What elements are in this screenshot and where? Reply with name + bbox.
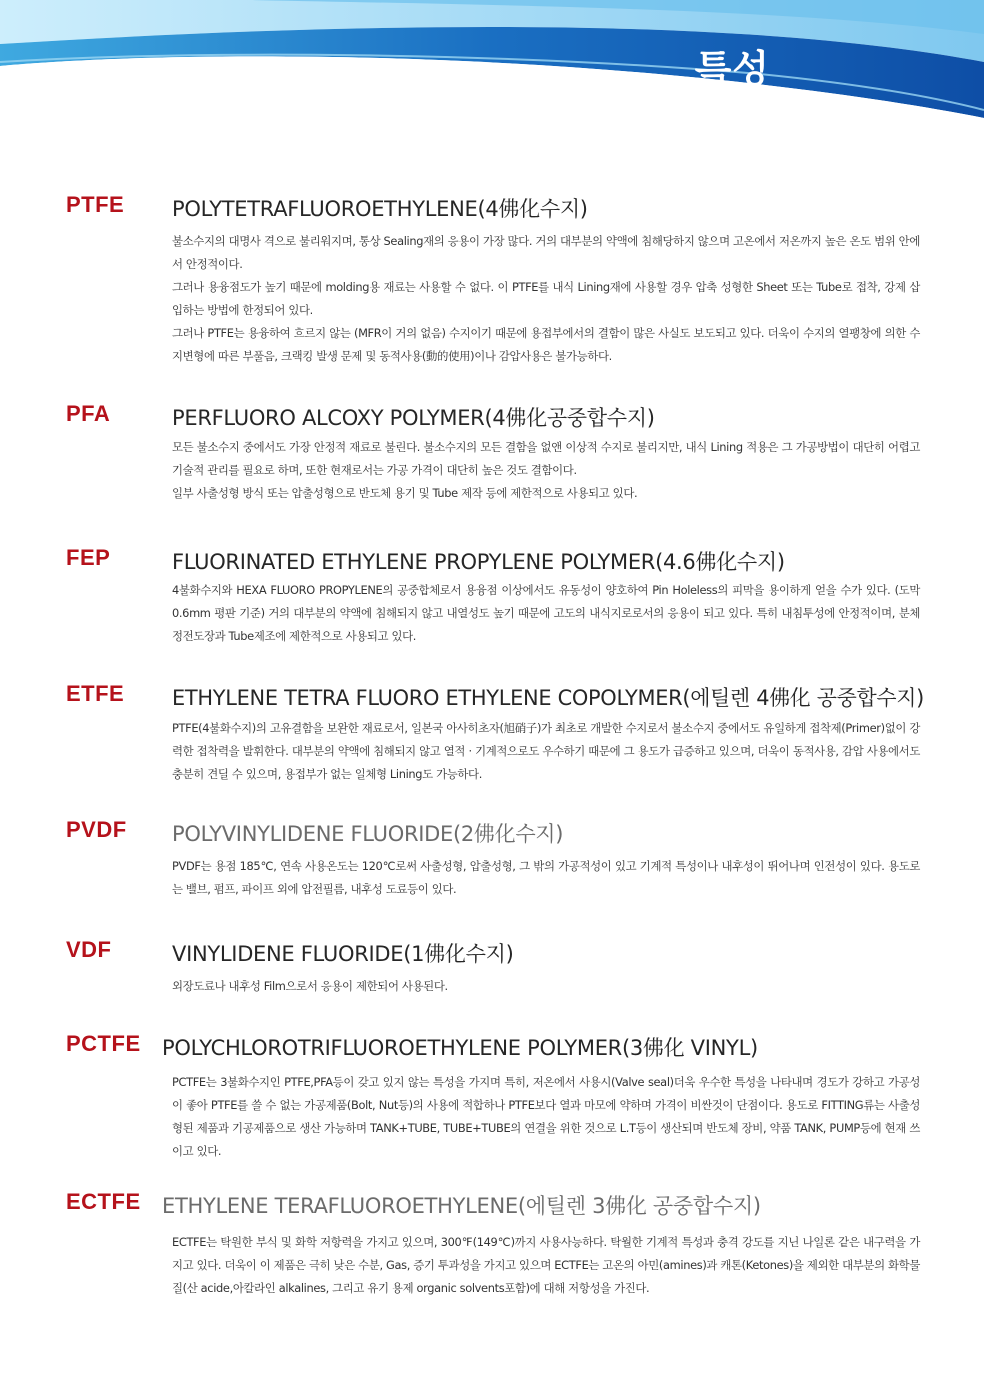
section-full-name: POLYTETRAFLUOROETHYLENE(4佛化수지) — [172, 197, 588, 221]
description-paragraph: 4불화수지와 HEXA FLUORO PROPYLENE의 공중합체로서 용융점 이상에서도 유동성이 양호하여 Pin Holeless의 피막을 용이하게 얻을 수가 있다. (도막 0.6mm 평판 기준) 거의 대부분의 약액에 침해되지 않고 내열성도 높기 때문에 고도의 내식지로로서의 응용이 되고 있다. 특히 내침투성에 안정적이며, 분체정전도장과 Tube제조에 제한적으로 사용되고 있다. — [172, 583, 920, 643]
section-abbreviation: FEP — [66, 545, 111, 570]
page-header-banner — [0, 0, 984, 118]
section-description — [172, 579, 920, 648]
section-abbreviation: PFA — [66, 401, 111, 426]
section-abbreviation: ETFE — [66, 681, 125, 706]
section-description — [172, 1071, 920, 1163]
section-full-name: ETHYLENE TERAFLUOROETHYLENE(에틸렌 3佛化 공중합수지) — [162, 1194, 761, 1218]
description-paragraph: 그러나 PTFE는 용융하여 흐르지 않는 (MFR이 거의 없음) 수지이기 때문에 용접부에서의 결함이 많은 사실도 보도되고 있다. 더욱이 수지의 열팽창에 의한 수지변형에 따른 부풀음, 크랙킹 발생 문제 및 동적사용(動的使用)이나 감압사용은 불가능하다. — [172, 326, 920, 363]
section-abbreviation: VDF — [66, 937, 112, 962]
description-paragraph: 외장도료나 내후성 Film으로서 응용이 제한되어 사용된다. — [172, 979, 448, 993]
section-description — [172, 717, 920, 786]
description-paragraph: 모든 불소수지 중에서도 가장 안정적 재료로 불린다. 불소수지의 모든 결함을 없앤 이상적 수지로 불리지만, 내식 Lining 적용은 그 가공방법이 대단히 어렵고 기술적 관리를 필요로 하며, 또한 현재로서는 가공 가격이 대단히 높은 것도 결함이다. — [172, 440, 920, 477]
section-description — [172, 855, 920, 901]
section-full-name: VINYLIDENE FLUORIDE(1佛化수지) — [172, 942, 514, 966]
section-abbreviation: PVDF — [66, 817, 127, 842]
description-paragraph: PVDF는 용점 185℃, 연속 사용온도는 120℃로써 사출성형, 압출성형, 그 밖의 가공적성이 있고 기계적 특성이나 내후성이 뛰어나며 인전성이 있다. 용도로는 밸브, 펌프, 파이프 외에 압전필름, 내후성 도료등이 있다. — [172, 859, 920, 896]
section-abbreviation: PTFE — [66, 192, 125, 217]
section-full-name: FLUORINATED ETHYLENE PROPYLENE POLYMER(4.6佛化수지) — [172, 550, 785, 574]
section-description — [172, 436, 920, 505]
section-abbreviation: ECTFE — [66, 1189, 141, 1214]
description-paragraph: 일부 사출성형 방식 또는 압출성형으로 반도체 용기 및 Tube 제작 등에 제한적으로 사용되고 있다. — [172, 486, 638, 500]
section-description — [172, 230, 920, 368]
section-full-name: ETHYLENE TETRA FLUORO ETHYLENE COPOLYMER(에틸렌 4佛化 공중합수지) — [172, 686, 925, 710]
section-full-name: POLYVINYLIDENE FLUORIDE(2佛化수지) — [172, 822, 564, 846]
section-description — [172, 975, 920, 998]
description-paragraph: 그러나 용융점도가 높기 때문에 molding용 재료는 사용할 수 없다. 이 PTFE를 내식 Lining재에 사용할 경우 압축 성형한 Sheet 또는 Tube로 접착, 강제 삽입하는 방법에 한정되어 있다. — [172, 280, 920, 317]
description-paragraph: PTFE(4불화수지)의 고유결함을 보완한 재료로서, 일본국 아사히초자(旭硝子)가 최초로 개발한 수지로서 불소수지 중에서도 유일하게 접착제(Primer)없이 강력한 접착력을 발휘한다. 대부분의 약액에 침해되지 않고 열적 · 기계적으로도 우수하기 때문에 그 용도가 급증하고 있으며, 더욱이 동적사용, 감압 사용에서도 충분히 견딜 수 있으며, 용접부가 없는 일체형 Lining도 가능하다. — [172, 721, 920, 781]
page-title: 특성 — [694, 47, 770, 91]
description-paragraph: ECTFE는 탁원한 부식 및 화학 저항력을 가지고 있으며, 300℉(149℃)까지 사용사능하다. 탁월한 기계적 특성과 충격 강도를 지닌 나일론 같은 내구력을 가지고 있다. 더욱이 이 제품은 극히 낮은 수분, Gas, 증기 투과성을 가지고 있으며 ECTFE는 고온의 아민(amines)과 캐톤(Ketones)을 제외한 대부분의 화학물질(산 acide,아칼라인 alkalines, 그리고 유기 용제 organic solvents포함)에 대해 저항성을 가진다. — [172, 1235, 920, 1295]
section-abbreviation: PCTFE — [66, 1031, 141, 1056]
section-description — [172, 1231, 920, 1300]
header-wave-graphic — [0, 0, 984, 118]
section-full-name: POLYCHLOROTRIFLUOROETHYLENE POLYMER(3佛化 VINYL) — [162, 1036, 758, 1060]
description-paragraph: PCTFE는 3불화수지인 PTFE,PFA등이 갖고 있지 않는 특성을 가지며 특히, 저온에서 사용시(Valve seal)더욱 우수한 특성을 나타내며 경도가 강하고 가공성이 좋아 PTFE를 쓸 수 없는 가공제품(Bolt, Nut등)의 사용에 적합하나 PTFE보다 열과 마모에 약하며 가격이 비싼것이 단점이다. 용도로 FITTING류는 사출성형된 제품과 기공제품으로 생산 가능하며 TANK+TUBE, TUBE+TUBE의 연결을 위한 것으로 L.T등이 생산되며 반도체 장비, 약품 TANK, PUMP등에 현재 쓰이고 있다. — [172, 1075, 920, 1158]
section-full-name: PERFLUORO ALCOXY POLYMER(4佛化공중합수지) — [172, 406, 655, 430]
description-paragraph: 불소수지의 대명사 격으로 불리워지며, 통상 Sealing재의 응용이 가장 많다. 거의 대부분의 약액에 침해당하지 않으며 고온에서 저온까지 높은 온도 범위 안에서 안정적이다. — [172, 234, 920, 271]
